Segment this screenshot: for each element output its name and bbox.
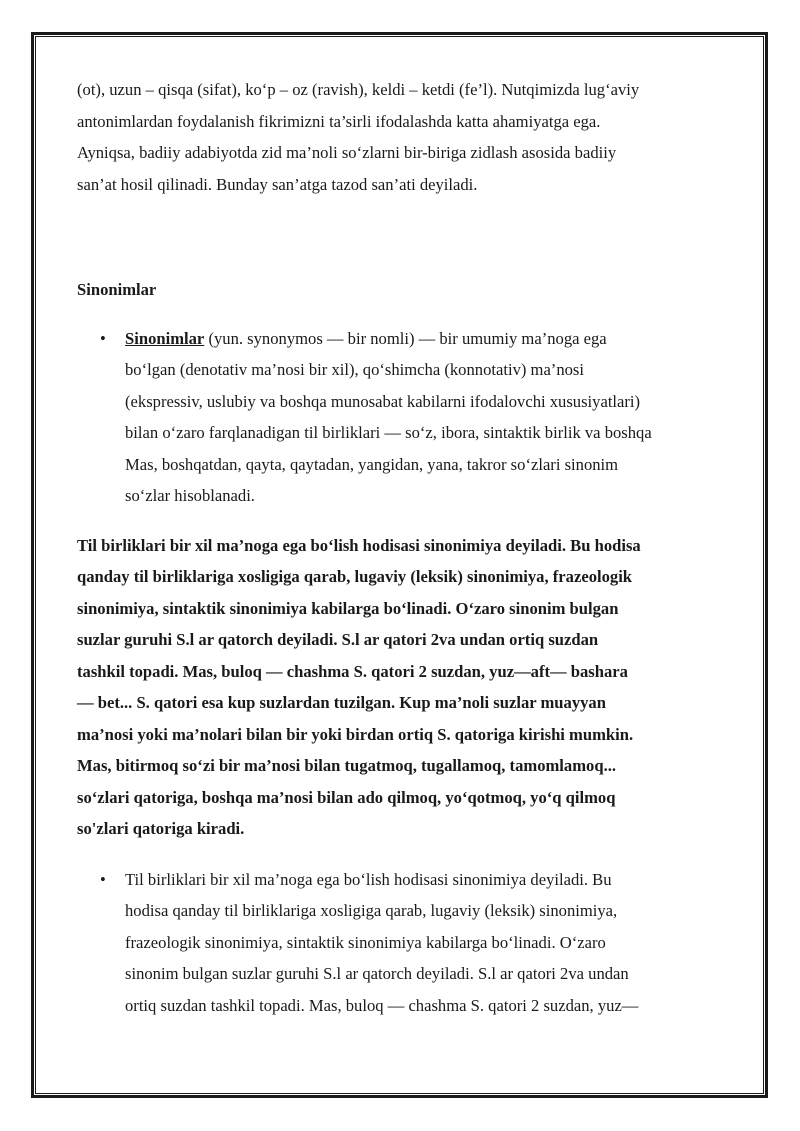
text-line: ortiq suzdan tashkil topadi. Mas, buloq — chashma S. qatori 2 suzdan, yuz— [125,995,639,1015]
text-line: Mas, bitirmoq so‘zi bir ma’nosi bilan tugatmoq, tugallamoq, tamomlamoq... [77,756,617,775]
bullet-list-2 [77,864,725,1022]
text-line: Mas, boshqatdan, qayta, qaytadan, yangidan, yana, takror so‘zlari sinonim [125,454,619,474]
bullet-list-1 [77,323,725,512]
list-item [77,323,725,512]
text-line: • Til birliklari bir xil ma’noga ega bo‘lish hodisasi sinonimiya deyiladi. Bu [125,869,612,889]
text-line: bo‘lgan (denotativ ma’nosi bir xil), qo‘shimcha (konnotativ) ma’nosi [125,360,584,379]
text-line: bilan o‘zaro farqlanadigan til birliklari — so‘z, ibora, sintaktik birlik va boshqa [125,423,652,442]
list-item [77,864,725,1022]
text-line: ma’nosi yoki ma’nolari bilan bir yoki birdan ortiq S. qatoriga kirishi mumkin. [77,724,634,744]
text-line: Til birliklari bir xil ma’noga ega bo‘lish hodisasi sinonimiya deyiladi. Bu hodisa [77,535,641,555]
text-line: so'zlari qatoriga kiradi. [77,819,245,838]
text-line: so‘zlari qatoriga, boshqa ma’nosi bilan ado qilmoq, yo‘qotmoq, yo‘q qilmoq [77,787,616,807]
term-definition-start: (yun. synonymos — bir nomli) — bir umumiy ma’noga ega [204,328,607,348]
text-line: suzlar guruhi S.l ar qatorch deyiladi. S.l ar qatori 2va undan ortiq suzdan [77,630,599,649]
intro-paragraph [77,74,725,200]
text-line: (ekspressiv, uslubiy va boshqa munosabat kabilarni ifodalovchi xususiyatlari) [125,391,641,411]
text-line: san’at hosil qilinadi. Bunday san’atga tazod san’ati deyiladi. [77,174,478,194]
text-line: so‘zlar hisoblanadi. [125,486,255,505]
text-line: antonimlardan foydalanish fikrimizni ta’sirli ifodalashda katta ahamiyatga ega. [77,111,601,131]
document-body [77,74,725,1021]
text-line: (ot), uzun – qisqa (sifat), ko‘p – oz (ravish), keldi – ketdi (fe’l). Nutqimizda lug‘aviy [77,80,640,99]
text-line: hodisa qanday til birliklariga xosligiga qarab, lugaviy (leksik) sinonimiya, [125,901,618,920]
bold-paragraph [77,530,725,845]
text-line: Ayniqsa, badiiy adabiyotda zid ma’noli so‘zlarni bir-biriga zidlash asosida badiiy [77,143,617,162]
text-line: tashkil topadi. Mas, buloq — chashma S. qatori 2 suzdan, yuz—aft— bashara [77,661,628,681]
text-line [125,323,725,355]
term-sinonimlar: Sinonimlar [125,328,205,348]
text-line: sinonimiya, sintaktik sinonimiya kabilarga bo‘linadi. O‘zaro sinonim bulgan [77,598,619,618]
text-line: frazeologik sinonimiya, sintaktik sinonimiya kabilarga bo‘linadi. O‘zaro [125,932,606,952]
section-heading: Sinonimlar [77,280,157,299]
text-line: — bet... S. qatori esa kup suzlardan tuzilgan. Kup ma’noli suzlar muayyan [77,693,606,712]
text-line: qanday til birliklariga xosligiga qarab, lugaviy (leksik) sinonimiya, frazeologik [77,567,633,586]
text-line: sinonim bulgan suzlar guruhi S.l ar qatorch deyiladi. S.l ar qatori 2va undan [125,964,629,983]
